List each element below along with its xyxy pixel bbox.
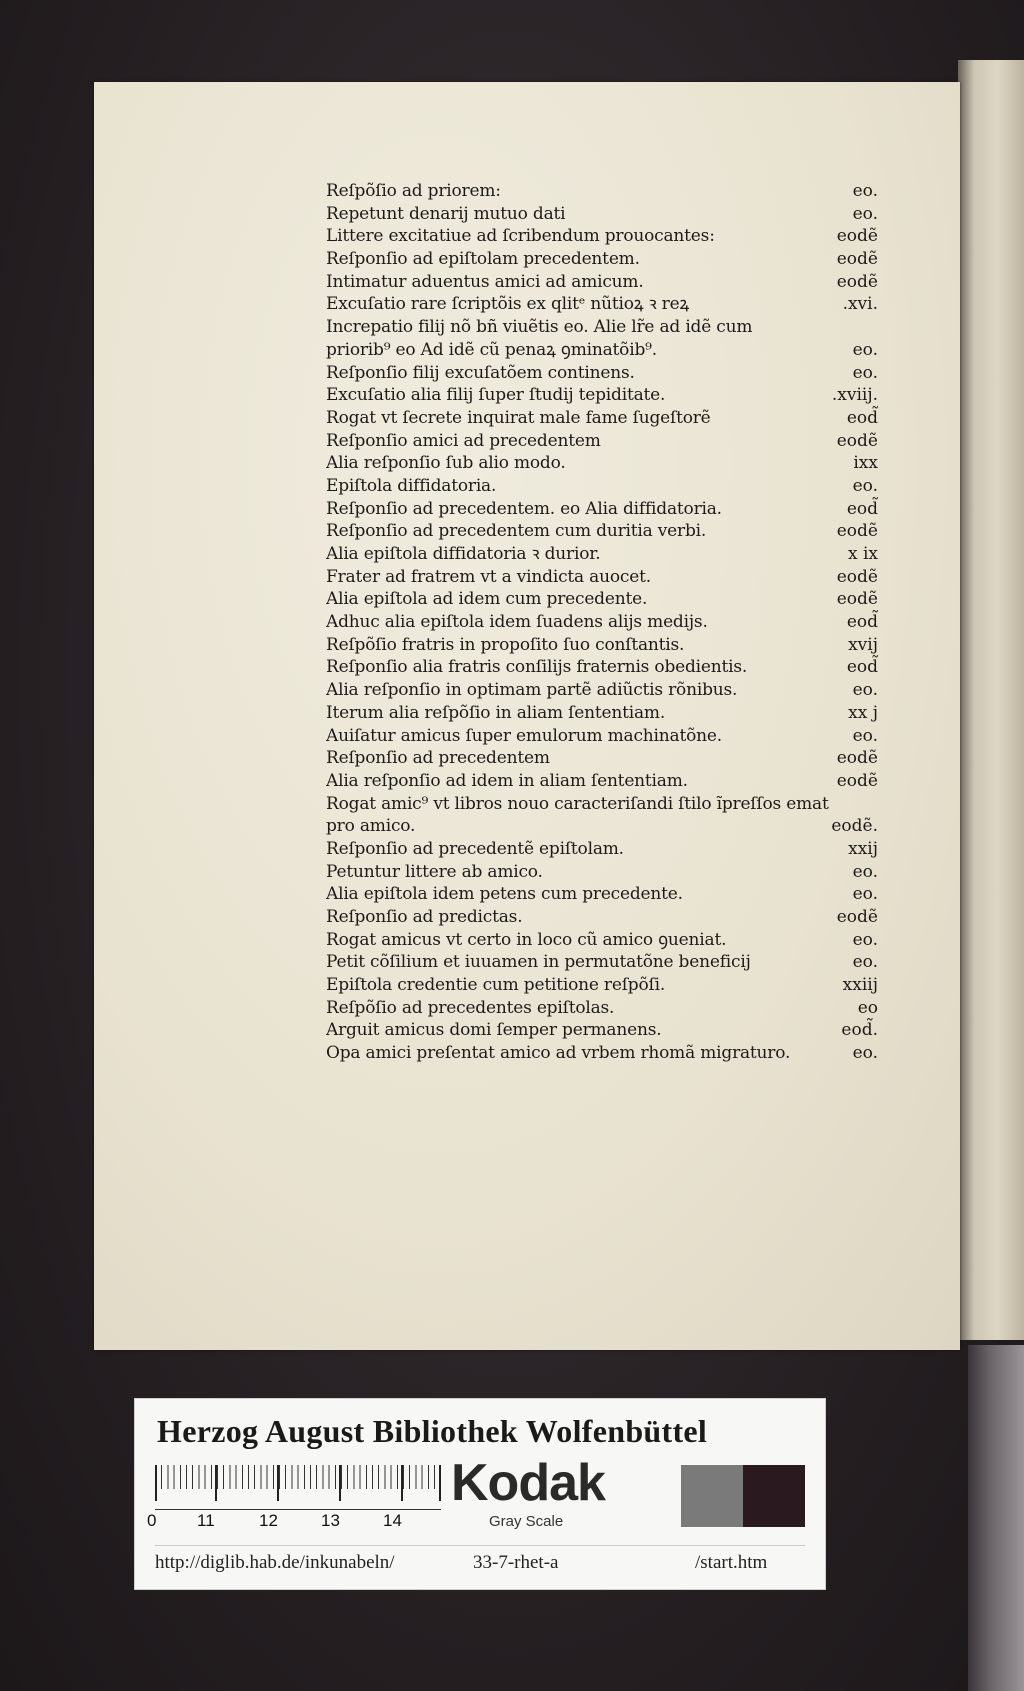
toc-entry: Repetunt denarij mutuo dati bbox=[326, 203, 566, 224]
toc-folio-ref: eo. bbox=[852, 861, 878, 882]
toc-folio-ref: .xvi. bbox=[842, 294, 878, 315]
gray-scale-label: Gray Scale bbox=[489, 1513, 564, 1530]
toc-folio-ref: eod̃ bbox=[846, 407, 878, 428]
ruler-label: 11 bbox=[197, 1511, 215, 1530]
toc-folio-ref: eo. bbox=[852, 884, 878, 905]
ruler-major-ticks bbox=[155, 1465, 441, 1501]
toc-folio-ref: eod̃ bbox=[846, 612, 878, 633]
toc-entry: Opa amici preſentat amico ad vrbem rhomã migraturo. bbox=[326, 1043, 791, 1064]
ruler-major-tick bbox=[439, 1465, 441, 1501]
toc-row bbox=[326, 362, 878, 385]
toc-folio-ref: eodẽ bbox=[836, 907, 878, 927]
toc-entry: Frater ad fratrem vt a vindicta auocet. bbox=[326, 566, 651, 587]
toc-entry: Reſpõſio fratris in propoſito ſuo conſtantis. bbox=[326, 634, 685, 655]
toc-entry: Excuſatio rare ſcriptõis ex qlitᵉ nũtioꝝ ꝛ reꝝ bbox=[326, 294, 690, 315]
toc-entry: Iterum alia reſpõſio in aliam ſententiam. bbox=[326, 702, 666, 723]
toc-row bbox=[326, 498, 878, 521]
toc-folio-ref: eo. bbox=[852, 680, 878, 701]
ruler-label: 0 bbox=[147, 1511, 157, 1530]
toc-entry: Epiſtola credentie cum petitione reſpõſi. bbox=[326, 975, 666, 996]
ruler-major-tick bbox=[215, 1465, 217, 1501]
toc-folio-ref: x ix bbox=[847, 544, 878, 564]
toc-row bbox=[326, 248, 878, 271]
toc-folio-ref: eo. bbox=[852, 1043, 878, 1064]
toc-row bbox=[326, 747, 878, 770]
toc-folio-ref: eo. bbox=[852, 203, 878, 224]
toc-row bbox=[326, 725, 878, 748]
toc-row bbox=[326, 906, 878, 929]
toc-folio-ref: eo. bbox=[852, 339, 878, 360]
url-base: http://diglib.hab.de/inkunabeln/ bbox=[155, 1552, 395, 1573]
toc-folio-ref: eodẽ. bbox=[831, 816, 878, 837]
toc-row bbox=[326, 951, 878, 974]
toc-folio-ref: eod̃. bbox=[841, 1020, 878, 1041]
toc-folio-ref: eo. bbox=[852, 475, 878, 496]
toc-row bbox=[326, 520, 878, 543]
url-suffix: /start.htm bbox=[695, 1552, 768, 1573]
toc-row bbox=[326, 656, 878, 679]
toc-entry: Auiſatur amicus ſuper emulorum machinatõne. bbox=[326, 725, 722, 746]
toc-row bbox=[326, 180, 878, 203]
toc-row bbox=[326, 225, 878, 248]
toc-entry: Alia reſponſio ad idem in aliam ſententiam. bbox=[326, 770, 688, 791]
toc-row bbox=[326, 339, 878, 362]
toc-entry: Arguit amicus domi ſemper permanens. bbox=[326, 1020, 662, 1041]
toc-folio-ref: eo bbox=[857, 997, 878, 1018]
toc-entry: Reſponſio ad precedentem bbox=[326, 748, 550, 769]
toc-entry: Rogat amic⁹ vt libros nouo caracteriſandi ſtilo ĩpreſſos emat bbox=[326, 793, 829, 814]
toc-row bbox=[326, 430, 878, 453]
toc-row bbox=[326, 702, 878, 725]
toc-folio-ref: eo. bbox=[852, 181, 878, 201]
toc-entry: Reſpõſio ad precedentes epiſtolas. bbox=[326, 997, 615, 1018]
adjacent-page-edge bbox=[958, 60, 1024, 1340]
toc-row bbox=[326, 1019, 878, 1042]
toc-row bbox=[326, 407, 878, 430]
toc-row bbox=[326, 203, 878, 226]
toc-folio-ref: eodẽ bbox=[836, 748, 878, 769]
dark-swatch bbox=[743, 1465, 805, 1527]
kodak-logo: Kodak bbox=[451, 1454, 605, 1512]
toc-entry: Petit cõſilium et iuuamen in permutatõne beneficij bbox=[326, 952, 751, 973]
toc-row bbox=[326, 679, 878, 702]
toc-entry: Reſponſio ad epiſtolam precedentem. bbox=[326, 249, 640, 270]
toc-entry: Alia epiſtola idem petens cum precedente. bbox=[326, 884, 683, 905]
toc-entry: Reſponſio ad precedentem cum duritia verbi. bbox=[326, 521, 707, 542]
toc-folio-ref: ixx bbox=[853, 453, 878, 474]
toc-folio-ref: eodẽ bbox=[836, 566, 878, 587]
toc-row bbox=[326, 793, 878, 816]
toc-row bbox=[326, 316, 878, 339]
toc-entry: Alia epiſtola ad idem cum precedente. bbox=[326, 589, 648, 610]
toc-folio-ref: eod̃ bbox=[846, 498, 878, 519]
toc-row bbox=[326, 293, 878, 316]
toc-folio-ref: xvij bbox=[848, 634, 878, 655]
toc-entry: Adhuc alia epiſtola idem ſuadens alijs medijs. bbox=[326, 612, 708, 633]
toc-row bbox=[326, 611, 878, 634]
table-of-contents bbox=[326, 180, 878, 1065]
toc-folio-ref: eodẽ bbox=[836, 249, 878, 270]
adjacent-page-shadow bbox=[968, 1345, 1024, 1691]
gray-swatch bbox=[681, 1465, 743, 1527]
toc-entry: pro amico. bbox=[326, 816, 416, 837]
toc-folio-ref: eodẽ bbox=[836, 430, 878, 451]
toc-row bbox=[326, 634, 878, 657]
toc-entry: Epiſtola diffidatoria. bbox=[326, 475, 497, 496]
toc-row bbox=[326, 883, 878, 906]
ruler-label: 13 bbox=[321, 1511, 340, 1530]
toc-folio-ref: xxij bbox=[848, 838, 878, 859]
toc-entry: Intimatur aduentus amici ad amicum. bbox=[326, 271, 644, 292]
toc-row bbox=[326, 815, 878, 838]
ruler-label: 14 bbox=[383, 1511, 402, 1530]
toc-row bbox=[326, 475, 878, 498]
toc-entry: Excuſatio alia filij ſuper ſtudij tepiditate. bbox=[326, 385, 666, 406]
toc-entry: Alia reſponſio in optimam partẽ adiũctis rõnibus. bbox=[326, 680, 738, 701]
url-row bbox=[155, 1545, 805, 1578]
toc-folio-ref: eo. bbox=[852, 929, 878, 950]
toc-entry: Alia reſponſio ſub alio modo. bbox=[326, 453, 566, 474]
toc-folio-ref: eodẽ bbox=[836, 589, 878, 610]
ruler-major-tick bbox=[339, 1465, 341, 1501]
toc-entry: Reſponſio amici ad precedentem bbox=[326, 430, 601, 451]
toc-folio-ref: eo. bbox=[852, 725, 878, 746]
toc-entry: Reſponſio ad predictas. bbox=[326, 907, 523, 927]
toc-row bbox=[326, 384, 878, 407]
color-calibration-target bbox=[134, 1398, 826, 1590]
toc-row bbox=[326, 929, 878, 952]
toc-entry: Reſponſio ad precedentẽ epiſtolam. bbox=[326, 838, 624, 859]
toc-folio-ref: .xviij. bbox=[831, 385, 878, 406]
toc-folio-ref: eodẽ bbox=[836, 521, 878, 542]
toc-row bbox=[326, 543, 878, 566]
toc-entry: Littere excitatiue ad ſcribendum prouocantes: bbox=[326, 226, 715, 247]
toc-entry: Petuntur littere ab amico. bbox=[326, 861, 543, 882]
toc-folio-ref: xxiij bbox=[842, 975, 878, 996]
toc-folio-ref: eodẽ bbox=[836, 226, 878, 247]
toc-row bbox=[326, 566, 878, 589]
toc-folio-ref: xx j bbox=[848, 702, 878, 723]
toc-entry: Reſpõſio ad priorem: bbox=[326, 181, 501, 201]
toc-row bbox=[326, 838, 878, 861]
toc-row bbox=[326, 452, 878, 475]
library-name: Herzog August Bibliothek Wolfenbüttel bbox=[157, 1413, 708, 1449]
toc-row bbox=[326, 997, 878, 1020]
toc-entry: Reſponſio filij excuſatõem continens. bbox=[326, 362, 635, 383]
toc-row bbox=[326, 974, 878, 997]
toc-folio-ref: eodẽ bbox=[836, 770, 878, 791]
ruler bbox=[155, 1465, 441, 1510]
toc-folio-ref: eo. bbox=[852, 362, 878, 383]
toc-entry: priorib⁹ eo Ad idẽ cũ penaꝝ ꝯminatõib⁹. bbox=[326, 339, 657, 360]
toc-row bbox=[326, 588, 878, 611]
shelfmark: 33-7-rhet-a bbox=[473, 1552, 559, 1573]
toc-row bbox=[326, 861, 878, 884]
toc-entry: Rogat vt ſecrete inquirat male fame ſugeſtorẽ bbox=[326, 407, 711, 428]
toc-entry: Rogat amicus vt certo in loco cũ amico ꝯueniat. bbox=[326, 929, 727, 950]
toc-entry: Increpatio filij nõ bñ viuẽtis eo. Alie lr̃e ad idẽ cum bbox=[326, 317, 753, 338]
ruler-label: 12 bbox=[259, 1511, 278, 1530]
ruler-major-tick bbox=[277, 1465, 279, 1501]
toc-row bbox=[326, 1042, 878, 1065]
toc-folio-ref: eo. bbox=[852, 952, 878, 973]
toc-entry: Reſponſio ad precedentem. eo Alia diffidatoria. bbox=[326, 498, 722, 519]
toc-entry: Alia epiſtola diffidatoria ꝛ durior. bbox=[326, 544, 601, 564]
toc-folio-ref: eodẽ bbox=[836, 271, 878, 292]
toc-entry: Reſponſio alia fratris conſilijs fraternis obedientis. bbox=[326, 657, 748, 678]
ruler-major-tick bbox=[401, 1465, 403, 1501]
ruler-major-tick bbox=[155, 1465, 157, 1501]
toc-folio-ref: eod̃ bbox=[846, 657, 878, 678]
toc-row bbox=[326, 271, 878, 294]
toc-row bbox=[326, 770, 878, 793]
